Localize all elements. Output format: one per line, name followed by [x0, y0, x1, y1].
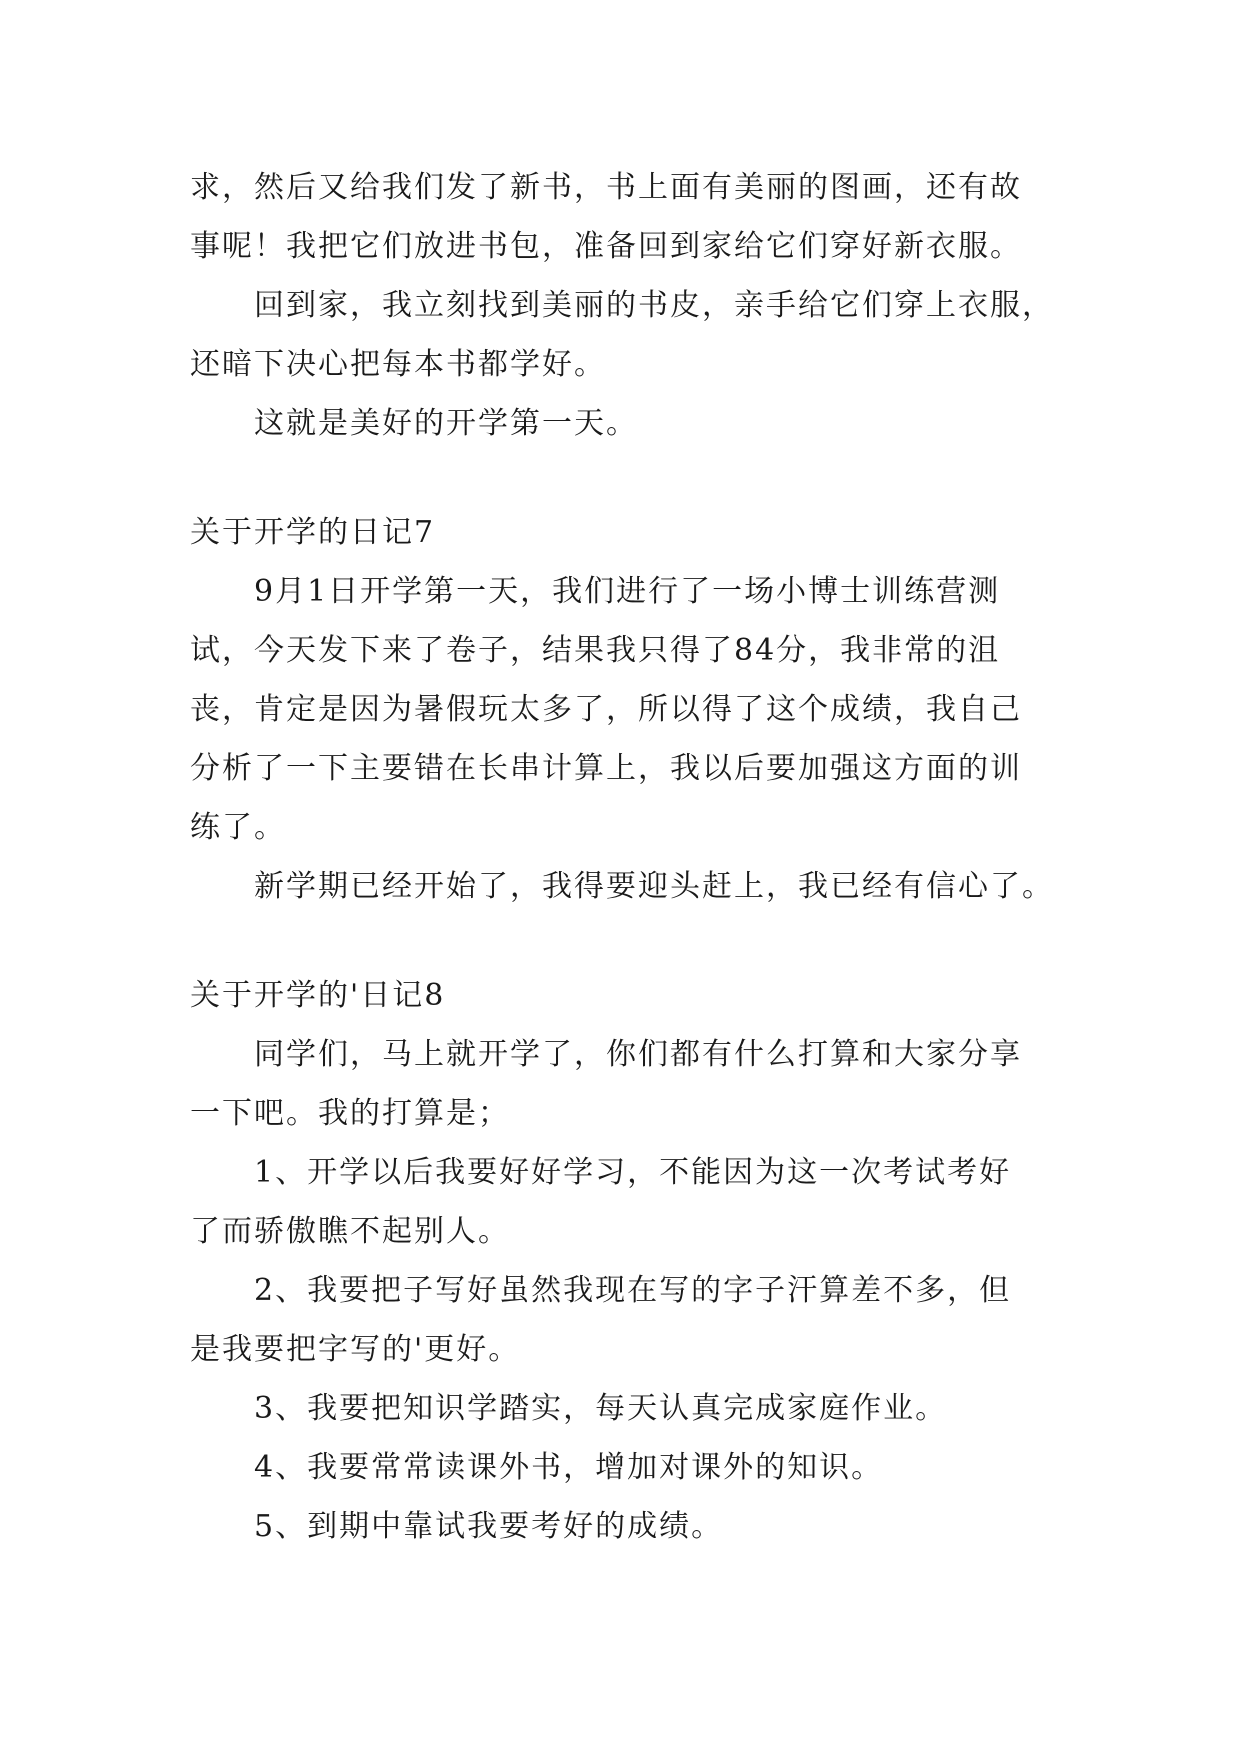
- text-line: 新学期已经开始了，我得要迎头赶上，我已经有信心了。: [254, 869, 1054, 904]
- list-item: [190, 1497, 1060, 1556]
- list-item: [190, 1438, 1060, 1497]
- document-body: [190, 158, 1060, 1556]
- paragraph: [190, 857, 1060, 916]
- text-line: 2、我要把子写好虽然我现在写的字子汗算差不多，但: [254, 1273, 1012, 1308]
- diary-title-8: 关于开学的'日记8: [190, 978, 446, 1013]
- text-line: 这就是美好的开学第一天。: [254, 406, 638, 441]
- text-line: 一下吧。我的打算是；: [190, 1096, 510, 1131]
- text-line: 练了。: [190, 810, 286, 845]
- text-line: 回到家，我立刻找到美丽的书皮，亲手给它们穿上衣服，: [254, 288, 1054, 323]
- list-item: [190, 1261, 1060, 1379]
- diary-title-7: 关于开学的日记7: [190, 515, 436, 550]
- text-line: 试，今天发下来了卷子，结果我只得了84分，我非常的沮: [190, 633, 1001, 668]
- section-heading: [190, 966, 1060, 1025]
- text-line: 分析了一下主要错在长串计算上，我以后要加强这方面的训: [190, 751, 1022, 786]
- text-line: 5、到期中靠试我要考好的成绩。: [254, 1509, 724, 1544]
- text-line: 9月1日开学第一天，我们进行了一场小博士训练营测: [254, 574, 1001, 609]
- paragraph: [190, 276, 1060, 394]
- text-line: 求，然后又给我们发了新书，书上面有美丽的图画，还有故: [190, 170, 1022, 205]
- text-line: 同学们，马上就开学了，你们都有什么打算和大家分享: [254, 1037, 1022, 1072]
- paragraph: [190, 562, 1060, 857]
- text-line: 1、开学以后我要好好学习，不能因为这一次考试考好: [254, 1155, 1012, 1190]
- text-line: 了而骄傲瞧不起别人。: [190, 1214, 510, 1249]
- list-item: [190, 1379, 1060, 1438]
- paragraph: [190, 394, 1060, 453]
- text-line: 是我要把字写的'更好。: [190, 1332, 521, 1367]
- text-line: 事呢！我把它们放进书包，准备回到家给它们穿好新衣服。: [190, 229, 1022, 264]
- text-line: 3、我要把知识学踏实，每天认真完成家庭作业。: [254, 1391, 948, 1426]
- section-heading: [190, 503, 1060, 562]
- text-line: 丧，肯定是因为暑假玩太多了，所以得了这个成绩，我自己: [190, 692, 1022, 727]
- text-line: 还暗下决心把每本书都学好。: [190, 347, 606, 382]
- paragraph: [190, 1025, 1060, 1143]
- text-line: 4、我要常常读课外书，增加对课外的知识。: [254, 1450, 884, 1485]
- list-item: [190, 1143, 1060, 1261]
- paragraph-continuation: [190, 158, 1060, 276]
